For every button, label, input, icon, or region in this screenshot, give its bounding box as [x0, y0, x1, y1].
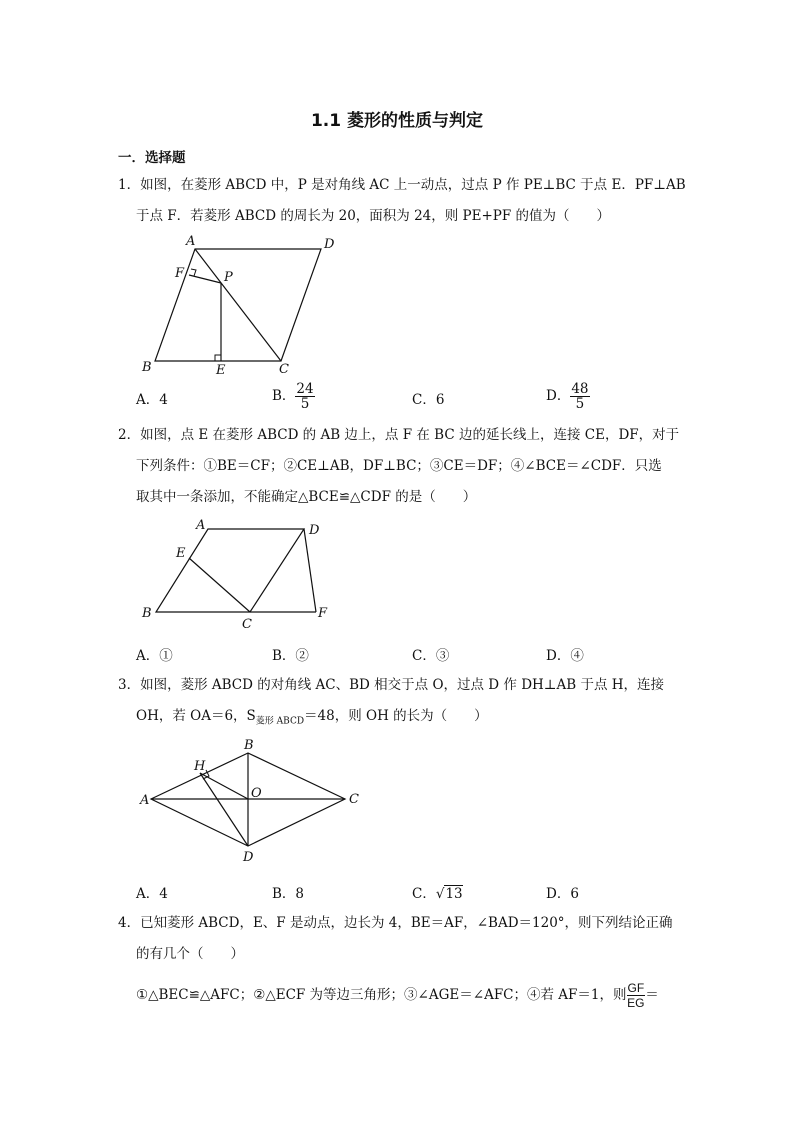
q4-fraction-tail: ＝: [645, 987, 659, 1003]
q4-line-2: 的有几个（ ）: [136, 946, 244, 962]
q1-label-d: D: [324, 237, 335, 252]
q2-rhombus: [156, 529, 304, 612]
q2-label-c: C: [242, 617, 252, 632]
page-title: 1.1 菱形的性质与判定: [310, 111, 484, 131]
q1-figure: [138, 234, 358, 374]
q2-segment-df: [304, 529, 316, 612]
q3-label-h: H: [194, 759, 206, 774]
q3-label-a: A: [140, 793, 150, 808]
q2-option-a[interactable]: A．①: [136, 648, 173, 664]
section-heading: 一．选择题: [118, 150, 186, 166]
q1-diagonal-ac: [195, 249, 281, 361]
q1-option-d-prefix: D．: [546, 388, 571, 404]
q1-option-b[interactable]: [272, 382, 315, 411]
q1-option-d-numerator: 48: [571, 381, 589, 397]
q2-figure: [138, 514, 348, 634]
q1-label-b: B: [142, 360, 152, 374]
q4-fraction-denominator: EG: [627, 996, 645, 1010]
q1-label-a: A: [186, 234, 196, 249]
q3-option-c-prefix: C．: [412, 886, 436, 902]
q2-label-a: A: [196, 518, 206, 533]
q3-label-d: D: [243, 850, 254, 865]
q4-line-3: [136, 978, 701, 1012]
q3-area-subscript: 菱形 ABCD: [255, 716, 305, 727]
q3-option-d[interactable]: D．6: [546, 886, 579, 902]
q1-option-d-fraction: [570, 382, 589, 411]
q4-fraction-numerator: GF: [627, 981, 645, 995]
q3-option-b[interactable]: B．8: [272, 886, 305, 902]
q4-fraction: [627, 981, 646, 1010]
q2-label-f: F: [318, 606, 328, 621]
q1-line-1-prefix: 1．如图，在菱形: [118, 177, 226, 193]
q3-label-o: O: [251, 786, 262, 801]
q1-options: [136, 382, 696, 416]
q3-line-2-b: ＝48，则 OH 的长为（ ）: [304, 708, 488, 724]
q1-label-c: C: [279, 362, 289, 374]
q2-line-2: 下列条件：①BE＝CF；②CE⊥AB，DF⊥BC；③CE＝DF；④∠BCE＝∠CDF．只选: [136, 458, 662, 474]
q1-label-p: P: [224, 270, 233, 285]
q1-right-angle-e: [215, 355, 221, 361]
q1-option-d[interactable]: [546, 382, 590, 411]
q3-options: [136, 882, 696, 916]
q2-segment-ce: [189, 558, 250, 612]
q2-option-d[interactable]: D．④: [546, 648, 584, 664]
q3-line-1: 3．如图，菱形 ABCD 的对角线 AC、BD 相交于点 O，过点 D 作 DH⊥AB 于点 H，连接: [118, 677, 665, 693]
q3-figure: [138, 736, 368, 866]
q1-option-c[interactable]: C．6: [412, 392, 445, 408]
q1-label-e: E: [216, 363, 226, 374]
q3-segment-dh: [200, 773, 248, 846]
q3-option-c[interactable]: [412, 882, 463, 902]
q1-option-b-denominator: 5: [300, 396, 310, 412]
q1-option-d-denominator: 5: [575, 396, 585, 412]
q4-line-3-text: ①△BEC≌△AFC；②△ECF 为等边三角形；③∠AGE＝∠AFC；④若 AF＝1，则: [136, 987, 627, 1003]
q2-label-e: E: [176, 546, 186, 561]
q4-line-1: 4．已知菱形 ABCD，E、F 是动点，边长为 4，BE＝AF，∠BAD＝120°，则下列结论正确: [118, 915, 673, 931]
q1-line-1-rest: ABCD 中，P 是对角线 AC 上一动点，过点 P 作 PE⊥BC 于点 E．PF⊥AB: [225, 177, 686, 193]
q1-line-1: [118, 175, 686, 195]
q3-line-2: [136, 706, 701, 732]
q3-line-2-a: OH，若 OA＝6，S: [136, 708, 256, 724]
q1-right-angle-f: [191, 269, 196, 276]
q1-option-b-fraction: [295, 382, 314, 411]
q2-line-1: 2．如图，点 E 在菱形 ABCD 的 AB 边上，点 F 在 BC 边的延长线上，连接 CE，DF，对于: [118, 427, 680, 443]
q1-option-b-numerator: 24: [296, 381, 314, 397]
q1-label-f: F: [175, 266, 185, 281]
q1-option-b-prefix: B．: [272, 388, 296, 404]
q3-option-c-radicand: 13: [445, 886, 463, 902]
sqrt-icon: √: [435, 886, 445, 902]
q1-option-a[interactable]: A．4: [136, 392, 168, 408]
q1-line-2: 于点 F．若菱形 ABCD 的周长为 20，面积为 24，则 PE+PF 的值为（ ）: [136, 208, 611, 224]
q2-label-d: D: [309, 523, 320, 538]
q3-option-a[interactable]: A．4: [136, 886, 168, 902]
q2-options: [136, 644, 696, 678]
q2-option-b[interactable]: B．②: [272, 648, 309, 664]
q3-label-b: B: [244, 738, 254, 753]
q3-label-c: C: [349, 792, 359, 807]
q2-option-c[interactable]: C．③: [412, 648, 450, 664]
q2-line-3: 取其中一条添加，不能确定△BCE≌△CDF 的是（ ）: [136, 489, 477, 505]
q2-label-b: B: [142, 606, 152, 621]
